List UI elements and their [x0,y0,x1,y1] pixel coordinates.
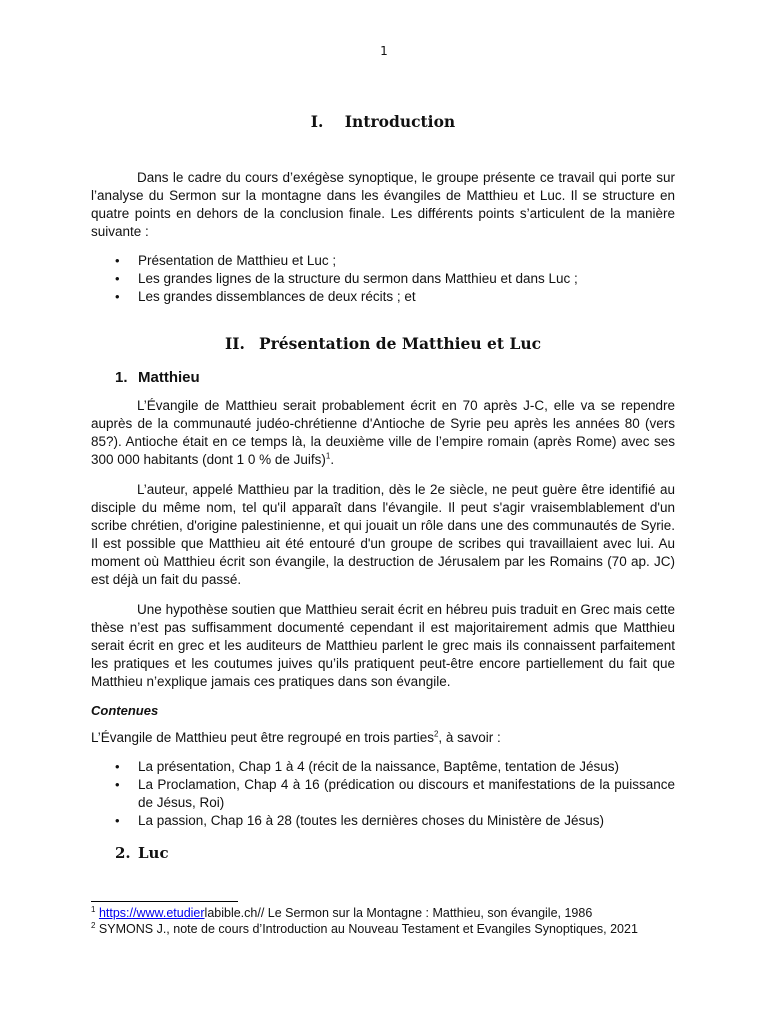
footnote-link[interactable]: https://www.etudier [98,906,205,920]
heading-matthieu [91,369,675,386]
list-item: • La Proclamation, Chap 4 à 16 (prédication ou discours et manifestations de la puissance de Jésus, Roi) [91,776,675,812]
footnote-text: labible.ch// Le Sermon sur la Montagne : Matthieu, son évangile, 1986 [204,906,593,920]
footnote-separator [91,901,238,902]
heading-introduction [91,112,675,131]
intro-bullet-list [91,252,675,306]
paragraph-text: L’Évangile de Matthieu peut être regroupé en trois parties [91,730,434,745]
list-item: • Les grandes lignes de la structure du sermon dans Matthieu et dans Luc ; [91,270,675,288]
list-item: • La passion, Chap 16 à 28 (toutes les dernières choses du Ministère de Jésus) [91,812,675,830]
heading-luc [91,844,675,862]
heading-presentation [91,334,675,353]
matthieu-paragraph-1 [91,397,675,469]
matthieu-paragraph-4 [91,729,675,747]
heading-number: 1. [115,369,128,386]
matthieu-paragraph-2: L’auteur, appelé Matthieu par la tradition, dès le 2e siècle, ne peut guère être identifié au disciple du même nom, tel qu'il apparaît dans l'évangile. Il peut s'agir vraisemblablement d'un scribe chrétien, d'origine palestinienne, et qui jouait un rôle dans une des communautés de Syrie. Il est possible que Matthieu ait été entouré d'un groupe de scribes qui travaillaient avec lui. Au moment où Matthieu écrit son évangile, la destruction de Jérusalem par les Romains (70 ap. JC) est déjà un fait du passé. [91,482,675,587]
heading-title: Introduction [344,112,456,131]
heading-title: Luc [138,844,169,862]
document-body [91,112,675,862]
footnote-mark: 2 [91,920,96,930]
matthieu-paragraph-3: Une hypothèse soutien que Matthieu serait écrit en hébreu puis traduit en Grec mais cette thèse n’est pas suffisamment documenté cependant il est majoritairement admis que Matthieu serait écrit en grec et les auditeurs de Matthieu parlent le grec mais ils connaissent parfaitement les pratiques et les coutumes juives qu’ils pratiquent peut-être encore partiellement du fait que Matthieu n’explique jamais ces pratiques dans son évangile. [91,602,675,689]
page-number: 1 [380,44,388,58]
footnote-ref-2[interactable]: 2 [433,729,439,739]
list-item: • Les grandes dissemblances de deux récits ; et [91,288,675,306]
intro-paragraph: Dans le cadre du cours d’exégèse synoptique, le groupe présente ce travail qui porte sur l’analyse du Sermon sur la montagne dans les évangiles de Matthieu et Luc. Il se structure en quatre points en dehors de la conclusion finale. Les différents points s’articulent de la manière suivante : [91,170,675,239]
matthieu-bullet-list [91,758,675,830]
footnote-text: SYMONS J., note de cours d’Introduction au Nouveau Testament et Evangiles Synoptiques, 2021 [95,922,638,936]
heading-title: Présentation de Matthieu et Luc [258,334,542,353]
paragraph-text: . [330,452,335,467]
heading-number: 2. [115,844,131,862]
heading-title: Matthieu [138,369,200,386]
paragraph-text: L’Évangile de Matthieu serait probablement écrit en 70 après J-C, elle va se rependre auprès de la communauté judéo-chrétienne d'Antioche de Syrie peu après les années 80 (vers 85?). Antioche était en ce temps là, la deuxième ville de l’empire romain (après Rome) avec ses 300 000 habitants (dont 1 0 % de Juifs) [91,398,675,467]
footnote-2 [91,921,638,937]
list-item: • Présentation de Matthieu et Luc ; [91,252,675,270]
footnote-ref-1[interactable]: 1 [325,451,331,461]
heading-number: I. [310,112,324,131]
list-item: • La présentation, Chap 1 à 4 (récit de la naissance, Baptême, tentation de Jésus) [91,758,675,776]
contenues-label: Contenues [91,703,159,718]
heading-number: II. [224,334,245,353]
footnote-mark: 1 [91,904,96,914]
footnote-1 [91,905,592,921]
paragraph-text: , à savoir : [438,730,501,745]
